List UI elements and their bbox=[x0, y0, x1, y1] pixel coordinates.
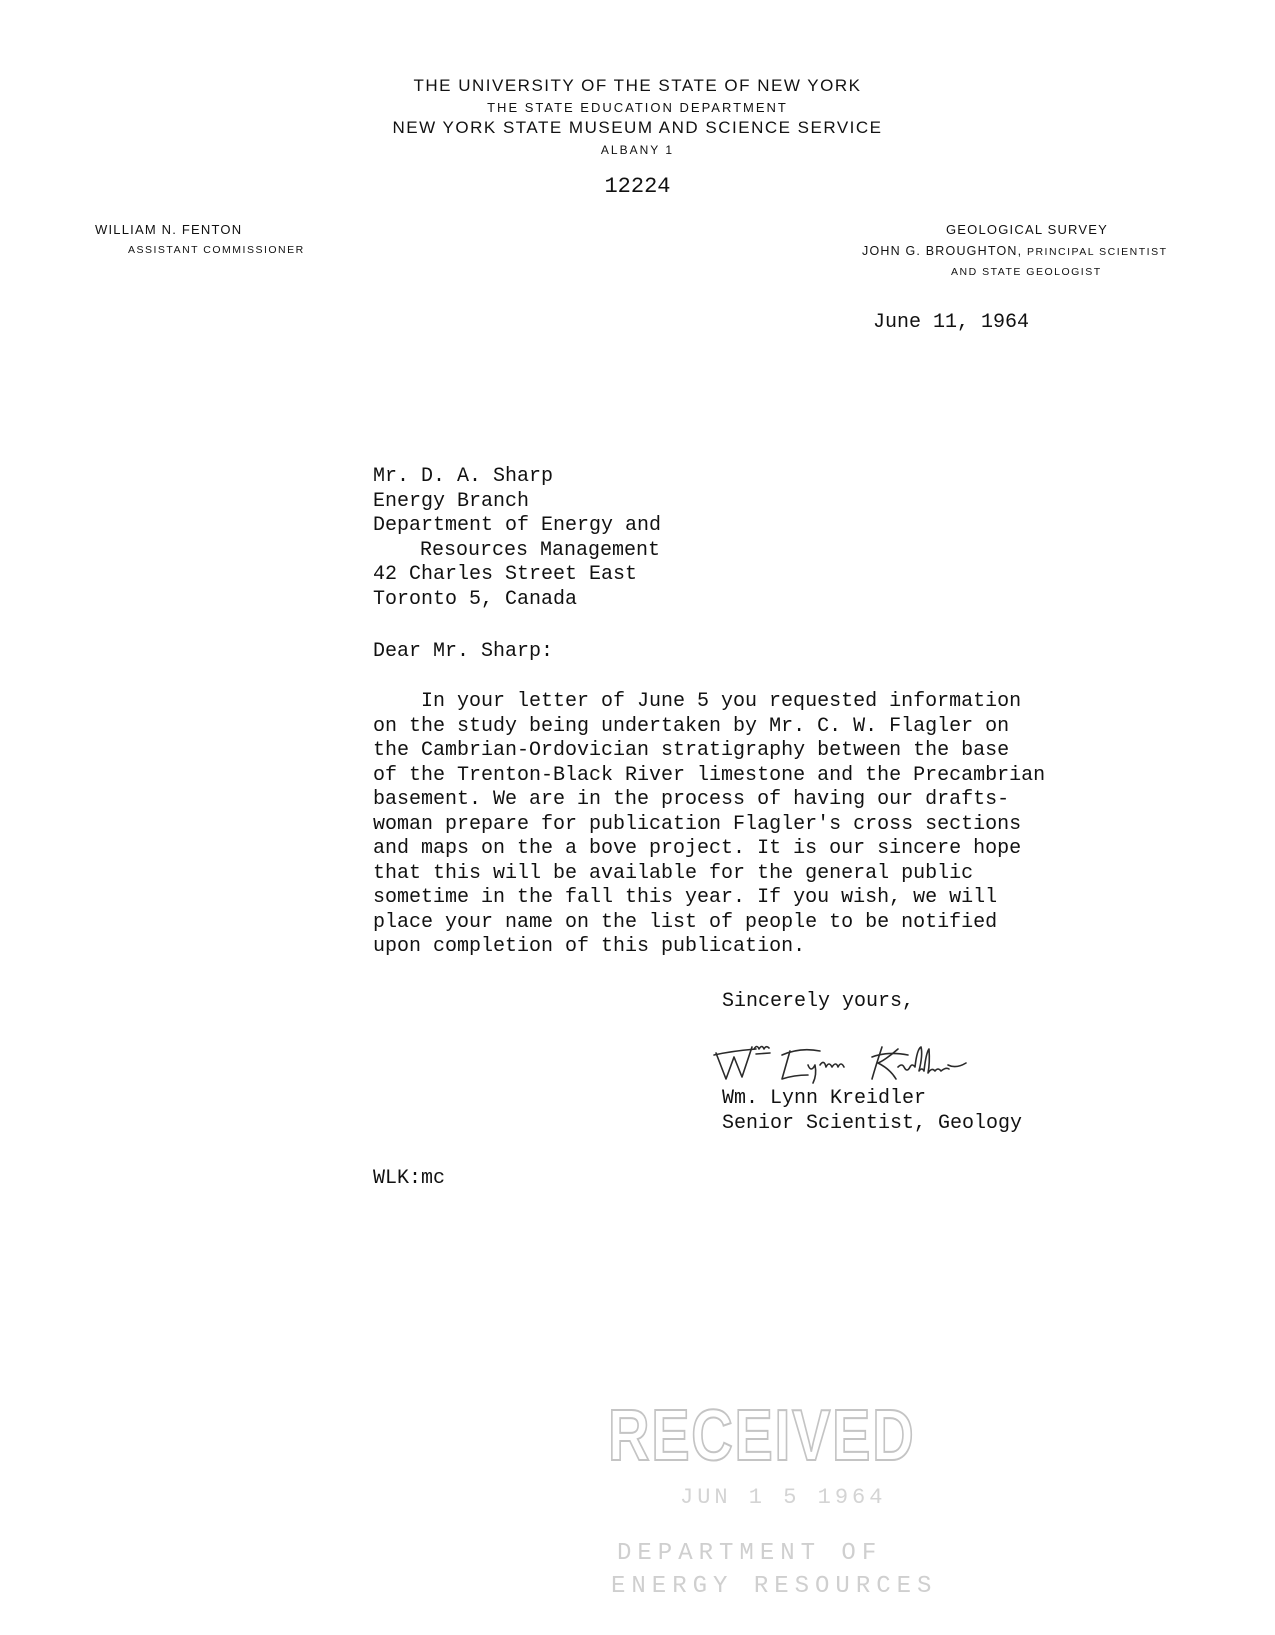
body-line: and maps on the a bove project. It is our sincere hope bbox=[373, 837, 1022, 860]
letterhead-university: THE UNIVERSITY OF THE STATE OF NEW YORK bbox=[413, 76, 862, 95]
body-line: basement. We are in the process of having our drafts- bbox=[373, 788, 1010, 811]
body-line: In your letter of June 5 you requested information bbox=[421, 690, 1022, 713]
letterhead-left-name: WILLIAM N. FENTON bbox=[95, 222, 243, 237]
typist-initials: WLK:mc bbox=[373, 1167, 446, 1190]
body-line: woman prepare for publication Flagler's cross sections bbox=[373, 812, 1022, 836]
recipient-line: Department of Energy and bbox=[373, 514, 662, 537]
body-line: place your name on the list of people to be notified bbox=[373, 910, 998, 934]
letterhead-left-title: ASSISTANT COMMISSIONER bbox=[128, 244, 305, 256]
recipient-line: Resources Management bbox=[420, 538, 661, 562]
letterhead-museum: NEW YORK STATE MUSEUM AND SCIENCE SERVICE bbox=[392, 118, 883, 137]
body-line: on the study being undertaken by Mr. C. W. Flagler on bbox=[373, 714, 1010, 738]
salutation: Dear Mr. Sharp: bbox=[373, 640, 554, 663]
received-stamp-dept-line1: DEPARTMENT OF bbox=[617, 1540, 883, 1567]
recipient-line: Toronto 5, Canada bbox=[373, 587, 578, 611]
letterhead-right-name-title: PRINCIPAL SCIENTIST bbox=[1026, 246, 1168, 258]
signature-block bbox=[722, 1087, 1022, 1136]
letterhead-right-name-text: JOHN G. BROUGHTON, bbox=[862, 244, 1023, 258]
signer-name: Wm. Lynn Kreidler bbox=[722, 1087, 927, 1110]
recipient-line: Mr. D. A. Sharp bbox=[373, 465, 554, 488]
body-line: of the Trenton-Black River limestone and the Precambrian bbox=[373, 763, 1046, 787]
recipient-line: 42 Charles Street East bbox=[373, 563, 638, 586]
letterhead-right-name bbox=[862, 244, 1168, 258]
received-stamp-dept-line2: ENERGY RESOURCES bbox=[611, 1573, 938, 1600]
signer-title: Senior Scientist, Geology bbox=[722, 1111, 1023, 1135]
letter-date: June 11, 1964 bbox=[873, 311, 1030, 334]
recipient-line: Energy Branch bbox=[373, 489, 530, 513]
letterhead-city: ALBANY 1 bbox=[600, 143, 675, 157]
body-line: that this will be available for the general public bbox=[373, 861, 974, 885]
body-line: sometime in the fall this year. If you wish, we will bbox=[373, 886, 998, 909]
letterhead-zip: 12224 bbox=[604, 174, 671, 199]
received-stamp-word: RECEIVED bbox=[608, 1396, 916, 1476]
received-stamp-date: JUN 1 5 1964 bbox=[680, 1485, 887, 1510]
letter-body bbox=[373, 690, 1045, 960]
closing: Sincerely yours, bbox=[722, 990, 915, 1013]
letterhead-right-survey: GEOLOGICAL SURVEY bbox=[946, 222, 1109, 237]
body-line: the Cambrian-Ordovician stratigraphy between the base bbox=[373, 739, 1010, 762]
handwritten-signature bbox=[712, 1035, 1012, 1090]
letterhead-department: THE STATE EDUCATION DEPARTMENT bbox=[487, 100, 788, 115]
body-line: upon completion of this publication. bbox=[373, 935, 806, 958]
letterhead-right-geologist: AND STATE GEOLOGIST bbox=[951, 266, 1102, 278]
recipient-address bbox=[373, 465, 661, 612]
